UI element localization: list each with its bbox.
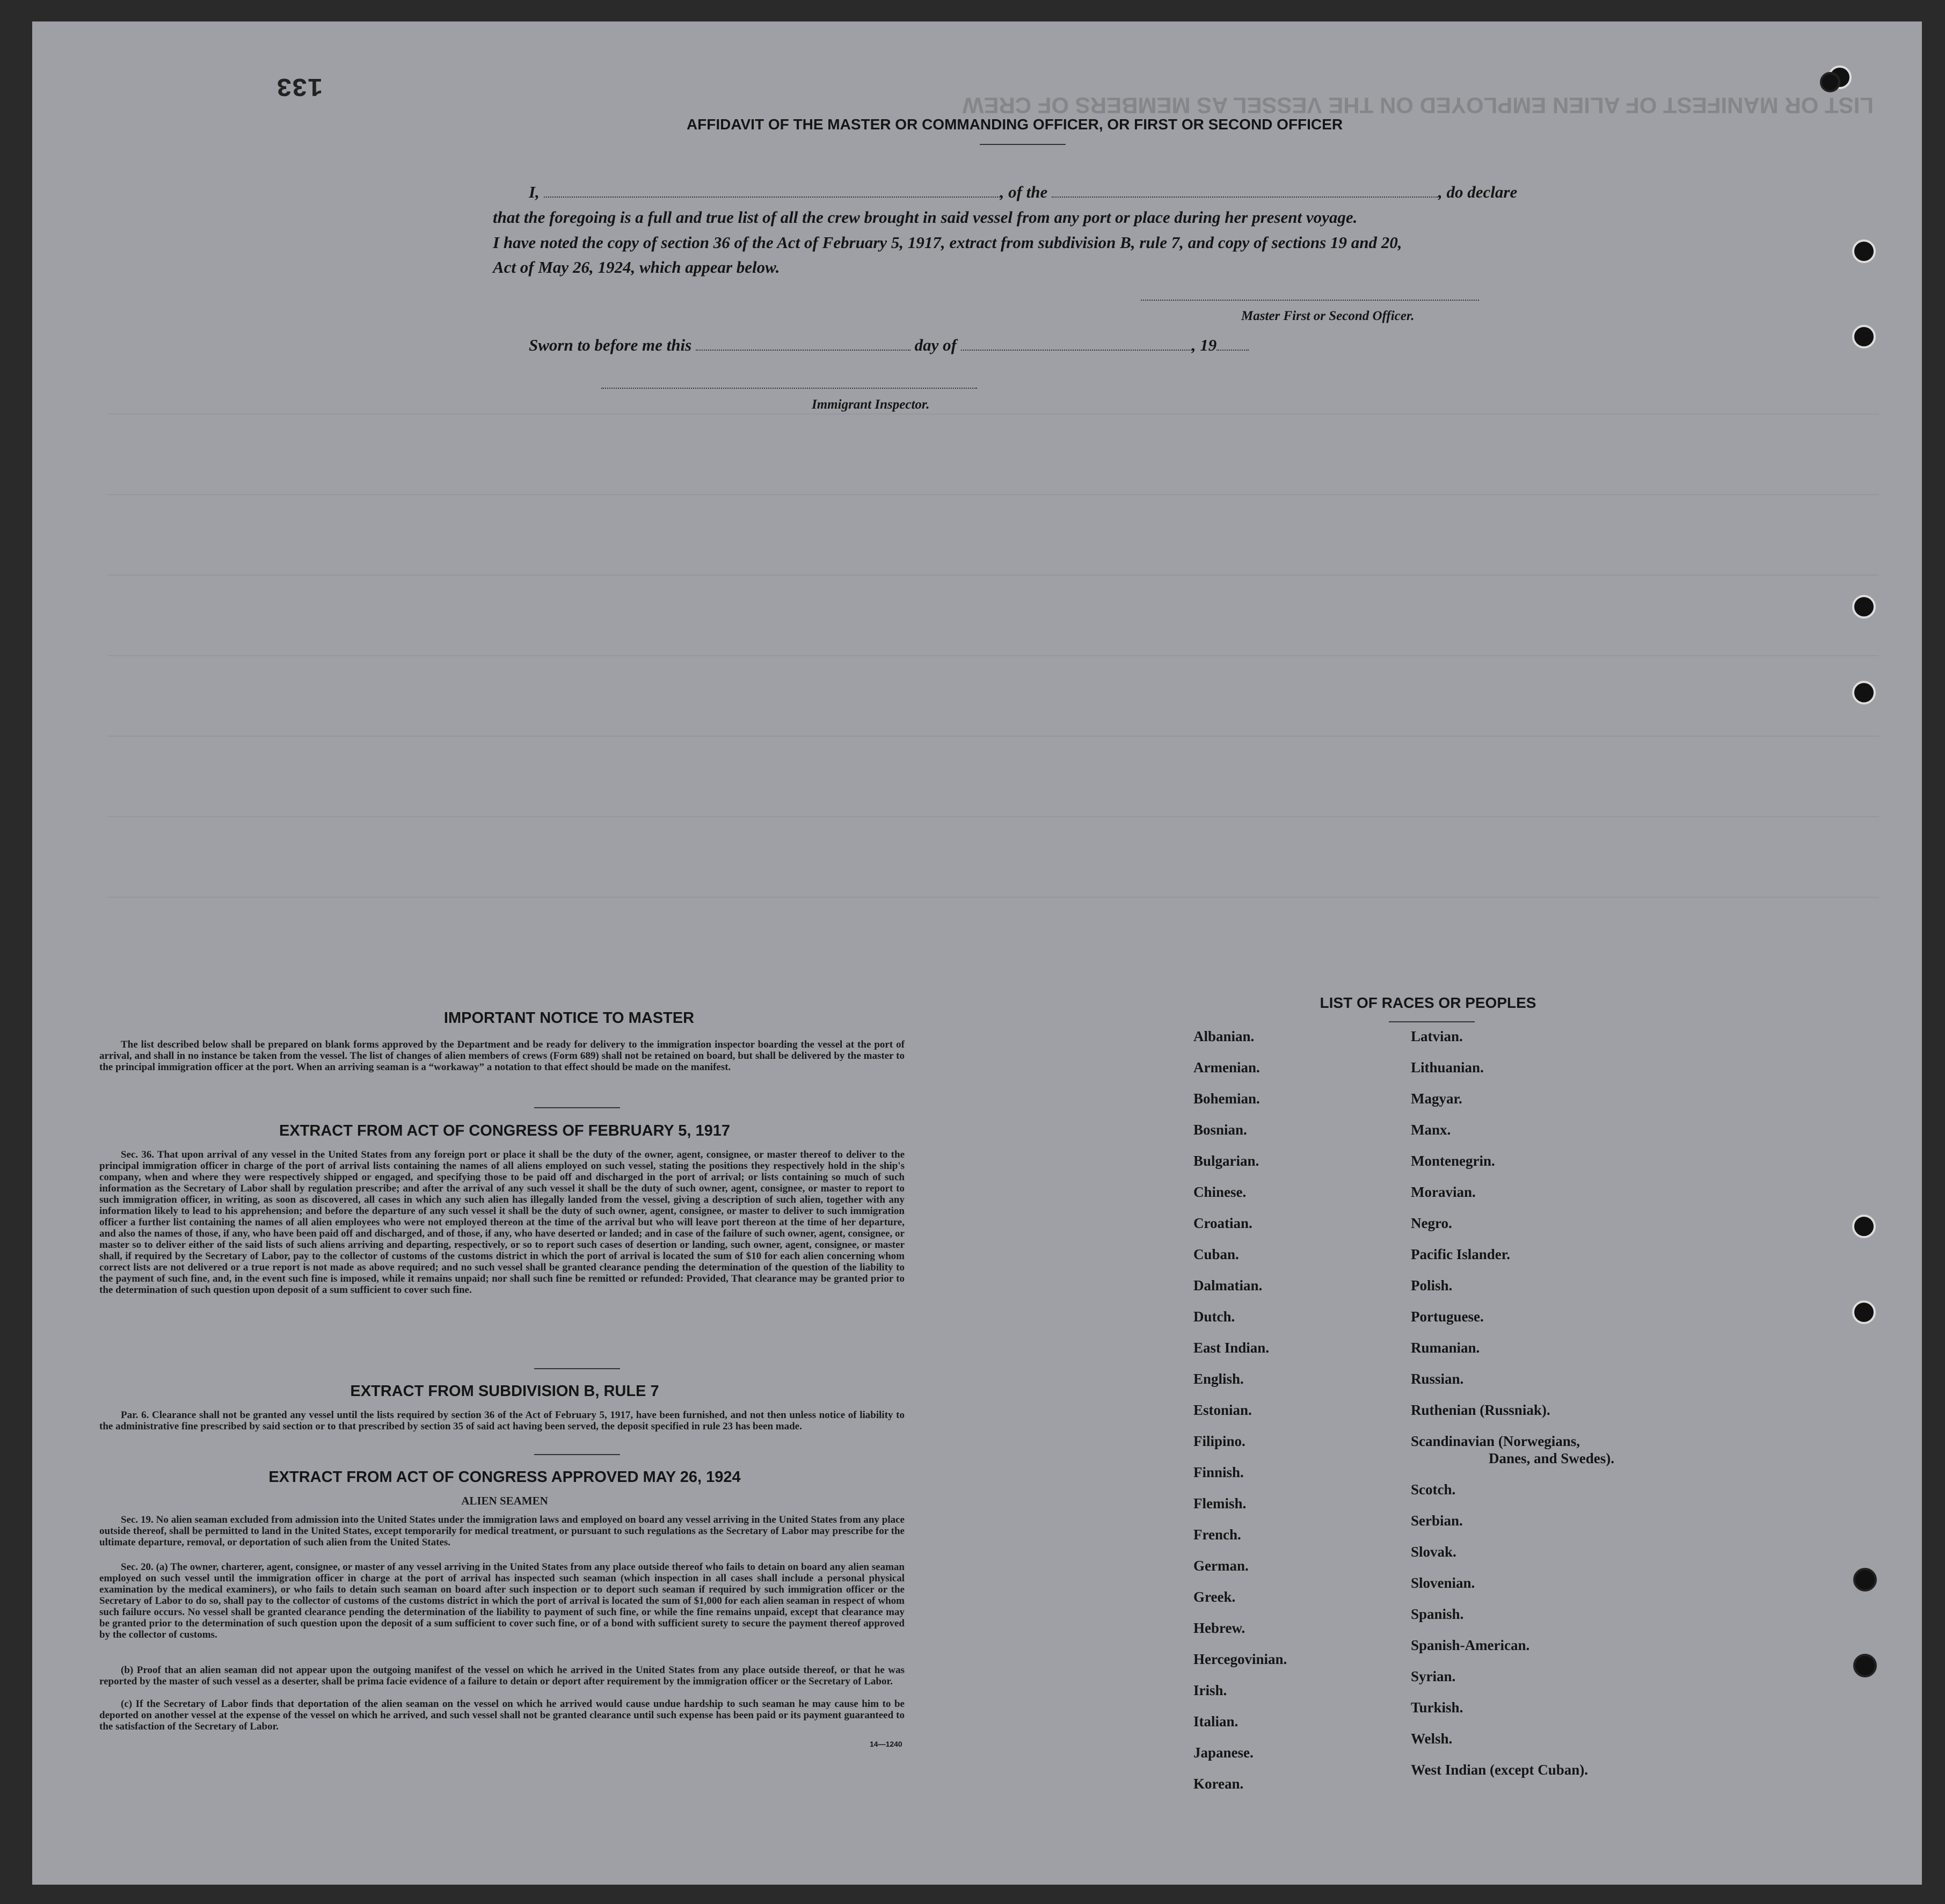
race-item: Bohemian. [1193, 1091, 1260, 1107]
race-item: Ruthenian (Russniak). [1411, 1402, 1550, 1418]
bleed-row [107, 575, 1879, 576]
affidavit-line-3: I have noted the copy of section 36 of the Act of February 5, 1917, extract from subdivision B, rule 7, and copy of sections 19 and 20, [493, 233, 1402, 252]
sec-20b-text: (b) Proof that an alien seaman did not appear upon the outgoing manifest of the vessel on which he arrived in the United States from any place outside thereof, or that he was reported by the master of such vessel as a deserter, shall be prima facie evidence of a failure to detain or deport after requirement by the immigration officer or the Secretary of Labor. [99, 1665, 905, 1687]
race-item: Portuguese. [1411, 1309, 1484, 1325]
bleed-through-header: LIST OR MANIFEST OF ALIEN EMPLOYED ON THE VESSEL AS MEMBERS OF CREW [962, 93, 1874, 118]
inspector-label: Immigrant Inspector. [812, 397, 930, 412]
form-number: 14—1240 [870, 1740, 902, 1748]
race-item: Syrian. [1411, 1668, 1456, 1684]
bleed-row [107, 816, 1879, 817]
race-item: Scandinavian (Norwegians, [1411, 1433, 1580, 1449]
race-item: German. [1193, 1558, 1249, 1574]
label-sworn: Sworn to before me this [529, 336, 692, 354]
binder-hole [1852, 325, 1876, 348]
race-item: Flemish. [1193, 1495, 1247, 1511]
inspector-signature-blank[interactable] [601, 376, 977, 389]
race-item: Manx. [1411, 1122, 1451, 1138]
name-blank[interactable] [544, 185, 1000, 198]
race-item: French. [1193, 1527, 1241, 1543]
vessel-blank[interactable] [1052, 185, 1438, 198]
race-item: East Indian. [1193, 1340, 1270, 1356]
race-item: Dutch. [1193, 1309, 1235, 1325]
day-blank[interactable] [696, 338, 910, 351]
binder-hole [1852, 595, 1876, 619]
race-item: Filipino. [1193, 1433, 1245, 1449]
extract-rule7-title: EXTRACT FROM SUBDIVISION B, RULE 7 [350, 1383, 659, 1400]
affidavit-line-4: Act of May 26, 1924, which appear below. [493, 258, 780, 277]
bleed-row [107, 736, 1879, 737]
extract-rule7-text: Par. 6. Clearance shall not be granted any vessel until the lists required by section 36 of the Act of February 5, 1917, have been furnished, and not then unless notice of liability to the administrative fine prescribed by said section or to that prescribed by section 35 of said act having been served, the deposit specified in rule 23 has been made. [99, 1409, 905, 1432]
sec-19-text: Sec. 19. No alien seaman excluded from admission into the United States under the immigration laws and employed on board any vessel arriving in the United States from any place outside thereof, shall be permitted to land in the United States, except temporarily for medical treatment, or pursuant to such regulations as the Secretary of Labor may prescribe for the ultimate departure, removal, or deportation of such alien from the United States. [99, 1514, 905, 1548]
bleed-row [107, 494, 1879, 495]
race-item: Bosnian. [1193, 1122, 1247, 1138]
race-item: Hercegovinian. [1193, 1651, 1287, 1667]
extract-1917-title: EXTRACT FROM ACT OF CONGRESS OF FEBRUARY 5, 1917 [279, 1122, 731, 1139]
race-item: Welsh. [1411, 1731, 1453, 1747]
divider [980, 144, 1066, 145]
divider [534, 1454, 620, 1455]
race-item: Polish. [1411, 1277, 1453, 1293]
sec-20a-text: Sec. 20. (a) The owner, charterer, agent, consignee, or master of any vessel arriving in the United States from any place outside thereof who fails to detain on board any alien seaman employed on such vessel until the immigration officer in charge at the port of arrival has inspected such seaman (which inspection in all cases shall include a personal physical examination by the medical examiners), or who fails to detain such seaman on board after such inspection or to deport such seaman if required by such immigration officer or the Secretary of Labor to do so, shall pay to the collector of customs of the customs district in which the port of arrival is located the sum of $1,000 for each alien seaman in respect of whom such failure occurs. No vessel shall be granted clearance pending the determination of the liability to payment of such fine, or while the fine remains unpaid, except that clearance may be granted prior to the determination of such question upon the deposit of a sum sufficient to cover such fine, or of a bond with sufficient surety to secure the payment thereof approved by the collector of customs. [99, 1561, 905, 1640]
sworn-line [529, 336, 1249, 355]
binder-hole [1852, 681, 1876, 704]
page-number: 133 [276, 71, 323, 100]
race-item: Japanese. [1193, 1745, 1254, 1761]
month-blank[interactable] [961, 338, 1192, 351]
race-item: Scotch. [1411, 1481, 1456, 1498]
race-item: Spanish-American. [1411, 1637, 1530, 1653]
race-item-continued: Danes, and Swedes). [1489, 1450, 1615, 1466]
bleed-row [107, 897, 1879, 898]
race-item: English. [1193, 1371, 1244, 1387]
divider [534, 1368, 620, 1369]
affidavit-line-1 [529, 183, 1517, 202]
race-item: Croatian. [1193, 1215, 1252, 1231]
race-item: Slovak. [1411, 1544, 1456, 1560]
master-label: Master First or Second Officer. [1241, 309, 1415, 323]
extract-1924-title: EXTRACT FROM ACT OF CONGRESS APPROVED MAY 26, 1924 [268, 1469, 741, 1486]
race-item: Armenian. [1193, 1059, 1260, 1075]
affidavit-line-2: that the foregoing is a full and true list of all the crew brought in said vessel from any port or place during her present voyage. [493, 208, 1358, 227]
extract-1917-text: Sec. 36. That upon arrival of any vessel in the United States from any foreign port or place it shall be the duty of the owner, agent, consignee, or master thereof to deliver to the principal immigration officer in charge of the port of arrival lists containing the names of all aliens employed on such vessel, stating the positions they respectively hold in the ship's company, when and where they were respectively shipped or engaged, and specifying those to be paid off and discharged in the port of arrival; or lists containing so much of such information as the Secretary of Labor shall by regulation prescribe; and after the arrival of any such vessel it shall be the duty of such owner, agent, consignee, or master to report to such immigration officer, in writing, as soon as discovered, all cases in which any such alien has illegally landed from the vessel, giving a description of such alien, together with any information likely to lead to his apprehension; and before the departure of any such vessel it shall be the duty of such owner, agent, consignee, or master to deliver to such immigration officer a further list containing the names of all alien employees who were not employed thereon at the time of the arrival but who will leave port thereon at the time of her departure, and also the names of those, if any, who have been paid off and discharged, and of those, if any, who have deserted or landed; and in case of the failure of such owner, agent, consignee, or master so to deliver either of the said lists of such aliens arriving and departing, respectively, or so to report such cases of desertion or landing, such owner, agent, consignee, or master shall, if required by the Secretary of Labor, pay to the collector of customs of the customs district in which the port of arrival is located the sum of $10 for each alien concerning whom correct lists are not delivered or a true report is not made as above required; and no such vessel shall be granted clearance pending the determination of the question of the liability to the payment of such fine, and, in the event such fine is imposed, while it remains unpaid; nor shall such fine be remitted or refunded: Provided, That clearance may be granted prior to the determination of such question upon deposit of a sum sufficient to cover such fine. [99, 1149, 905, 1296]
binder-hole [1853, 1568, 1877, 1591]
document-sheet [32, 21, 1922, 1885]
affidavit-title: AFFIDAVIT OF THE MASTER OR COMMANDING OFFICER, OR FIRST OR SECOND OFFICER [686, 116, 1343, 133]
divider [1389, 1021, 1475, 1022]
race-item: Lithuanian. [1411, 1059, 1484, 1075]
race-item: Korean. [1193, 1776, 1244, 1792]
races-title: LIST OF RACES OR PEOPLES [1320, 994, 1536, 1011]
race-item: Negro. [1411, 1215, 1452, 1231]
notice-text: The list described below shall be prepared on blank forms approved by the Department and be ready for delivery to the immigration inspector boarding the vessel at the port of arrival, and shall in no instance be taken from the vessel. The list of changes of alien members of crews (Form 689) shall not be retained on board, but shall be delivered by the master to the principal immigration officer at the port. When an arriving seaman is a “workaway” a notation to that effect should be made on the manifest. [99, 1039, 905, 1073]
label-year: , 19 [1191, 336, 1217, 354]
extract-1924-subtitle: ALIEN SEAMEN [461, 1494, 548, 1507]
race-item: Turkish. [1411, 1699, 1463, 1716]
race-item: Hebrew. [1193, 1620, 1245, 1636]
label-day-of: day of [914, 336, 957, 354]
race-item: Finnish. [1193, 1464, 1244, 1480]
label-i: I, [529, 183, 540, 201]
divider [534, 1107, 620, 1108]
sec-20c-text: (c) If the Secretary of Labor finds that deportation of the alien seaman on the vessel on which he arrived would cause undue hardship to such seaman he may cause him to be deported on another vessel at the expense of the vessel on which he arrived, and such vessel shall not be granted clearance until such expense has been paid or its payment guaranteed to the satisfaction of the Secretary of Labor. [99, 1698, 905, 1732]
race-item: Albanian. [1193, 1028, 1255, 1044]
race-item: Greek. [1193, 1589, 1236, 1605]
race-item: Dalmatian. [1193, 1277, 1263, 1293]
label-of-the: , of the [1000, 183, 1048, 201]
notice-title: IMPORTANT NOTICE TO MASTER [443, 1009, 695, 1027]
race-item: Italian. [1193, 1713, 1239, 1729]
race-item: Pacific Islander. [1411, 1246, 1510, 1262]
race-item: Irish. [1193, 1682, 1227, 1698]
year-blank[interactable] [1216, 338, 1249, 351]
binder-hole [1852, 1300, 1876, 1324]
race-item: Magyar. [1411, 1091, 1462, 1107]
race-item: West Indian (except Cuban). [1411, 1762, 1589, 1778]
label-do-declare: , do declare [1438, 183, 1518, 201]
binder-hole [1852, 239, 1876, 263]
race-item: Cuban. [1193, 1246, 1239, 1262]
master-signature-blank[interactable] [1141, 288, 1479, 301]
race-item: Russian. [1411, 1371, 1464, 1387]
race-item: Montenegrin. [1411, 1153, 1495, 1169]
binder-hole [1853, 1654, 1877, 1677]
race-item: Rumanian. [1411, 1340, 1480, 1356]
race-item: Moravian. [1411, 1184, 1476, 1200]
race-item: Estonian. [1193, 1402, 1252, 1418]
race-item: Serbian. [1411, 1513, 1463, 1529]
bleed-row [107, 413, 1879, 415]
race-item: Spanish. [1411, 1606, 1464, 1622]
binder-hole [1820, 72, 1840, 92]
race-item: Slovenian. [1411, 1575, 1475, 1591]
binder-hole [1852, 1215, 1876, 1238]
race-item: Latvian. [1411, 1028, 1463, 1044]
bleed-row [107, 655, 1879, 656]
race-item: Bulgarian. [1193, 1153, 1259, 1169]
race-item: Chinese. [1193, 1184, 1247, 1200]
